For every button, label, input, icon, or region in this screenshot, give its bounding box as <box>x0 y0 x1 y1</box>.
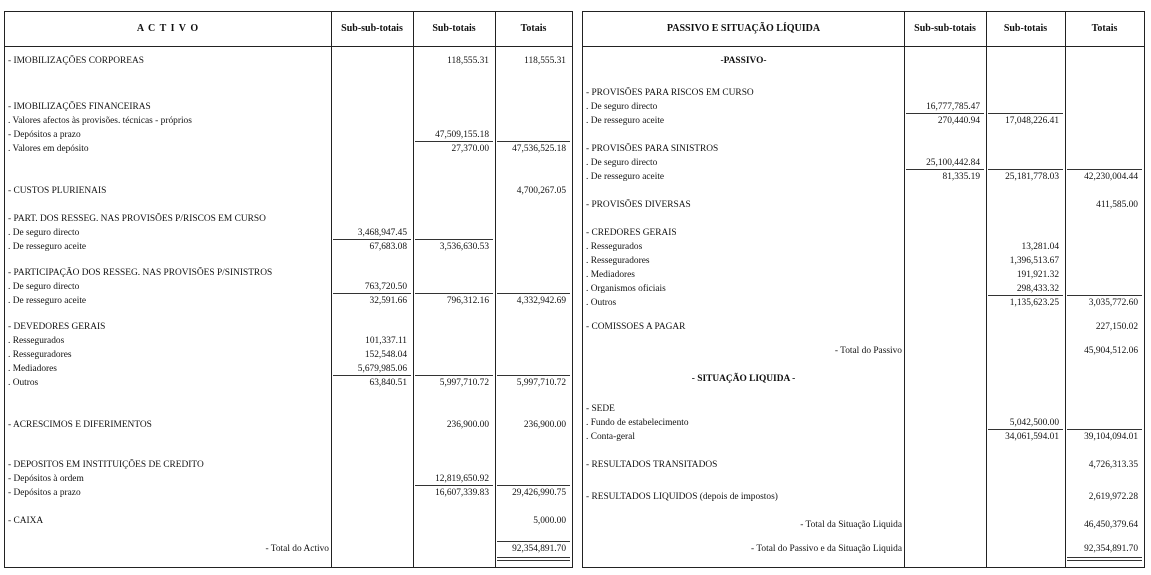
total-value: 227,150.02 <box>1095 322 1138 332</box>
total-rule <box>415 485 493 486</box>
total-value: 5,997,710.72 <box>516 378 566 388</box>
sub-sub-total-value: 25,100,442.84 <box>926 158 980 168</box>
table-row <box>583 320 1144 334</box>
row-label: . Resseguradores <box>8 350 72 360</box>
sub-total-value: 5,042,500.00 <box>1009 418 1059 428</box>
total-rule <box>497 141 570 142</box>
row-label: - DEVEDORES GERAIS <box>8 322 106 332</box>
sub-total-value: 1,135,623.25 <box>1009 298 1059 308</box>
total-rule <box>497 375 570 376</box>
row-label: - PART. DOS RESSEG. NAS PROVISÕES P/RISCOS EM CURSO <box>8 214 266 224</box>
total-value: 118,555.31 <box>524 56 566 66</box>
table-row <box>583 416 1144 430</box>
sub-sub-total-value: 270,440.94 <box>937 116 980 126</box>
total-value: 4,726,313.35 <box>1088 460 1138 470</box>
total-value: 4,332,942.69 <box>516 296 566 306</box>
total-value: 92,354,891.70 <box>1084 544 1138 554</box>
row-label: . Ressegurados <box>8 336 65 346</box>
col-sub-sub-totais: Sub-sub-totais <box>341 23 403 34</box>
row-label: - CREDORES GERAIS <box>586 228 677 238</box>
sub-sub-total-value: 67,683.08 <box>369 242 407 252</box>
row-label: - PARTICIPAÇÃO DOS RESSEG. NAS PROVISÕES P/SINISTROS <box>8 268 273 278</box>
sub-total-value: 13,281.04 <box>1021 242 1059 252</box>
table-row <box>5 54 572 68</box>
table-row <box>5 542 572 556</box>
total-value: 236,900.00 <box>523 420 566 430</box>
table-row <box>583 226 1144 240</box>
table-row <box>583 344 1144 358</box>
sub-total-value: 236,900.00 <box>446 420 489 430</box>
sub-total-value: 118,555.31 <box>447 56 489 66</box>
total-value: 29,426,990.75 <box>512 488 566 498</box>
table-row <box>5 212 572 226</box>
row-label: . De seguro directo <box>8 228 80 238</box>
total-value: 2,619,972.28 <box>1088 492 1138 502</box>
total-rule <box>415 375 493 376</box>
col-sub-totais: Sub-totais <box>1003 23 1048 34</box>
total-rule <box>1067 295 1142 296</box>
table-row <box>583 458 1144 472</box>
col-totais: Totais <box>520 23 547 34</box>
row-label: - Depósitos a prazo <box>8 130 81 140</box>
total-rule <box>497 293 570 294</box>
double-rule <box>497 557 570 558</box>
sub-total-value: 298,433.32 <box>1016 284 1059 294</box>
sub-total-value: 3,536,630.53 <box>439 242 489 252</box>
table-row <box>583 156 1144 170</box>
sub-sub-total-value: 32,591.66 <box>369 296 407 306</box>
row-label: . De resseguro aceite <box>8 242 87 252</box>
total-value: 3,035,772.60 <box>1088 298 1138 308</box>
row-label: . Organismos oficiais <box>586 284 666 294</box>
row-label: - Total do Passivo e da Situação Liquida <box>751 544 902 554</box>
row-label: . Valores em depósito <box>8 144 89 154</box>
row-label: - RESULTADOS TRANSITADOS <box>586 460 718 470</box>
row-label: . De resseguro aceite <box>586 172 665 182</box>
sub-sub-total-value: 16,777,785.47 <box>926 102 980 112</box>
total-rule <box>497 485 570 486</box>
activo-title: A C T I V O <box>136 23 200 34</box>
table-row <box>5 142 572 156</box>
sub-total-value: 47,509,155.18 <box>435 130 489 140</box>
table-row <box>5 226 572 240</box>
sub-total-value: 16,607,339.83 <box>435 488 489 498</box>
total-rule <box>415 293 493 294</box>
sub-total-value: 1,396,513.67 <box>1009 256 1059 266</box>
table-row <box>5 128 572 142</box>
table-row <box>583 296 1144 310</box>
total-rule <box>415 239 493 240</box>
table-row <box>5 114 572 128</box>
total-value: 39,104,094.01 <box>1084 432 1138 442</box>
total-rule <box>333 239 411 240</box>
total-value: 46,450,379.64 <box>1084 520 1138 530</box>
table-row <box>583 170 1144 184</box>
total-rule <box>415 141 493 142</box>
table-row <box>5 486 572 500</box>
table-row <box>583 282 1144 296</box>
table-row <box>5 376 572 390</box>
total-rule <box>333 375 411 376</box>
table-row <box>5 100 572 114</box>
sub-sub-total-value: 3,468,947.45 <box>357 228 407 238</box>
table-row <box>5 458 572 472</box>
row-label: . Outros <box>8 378 39 388</box>
row-label: . Resseguradores <box>586 256 650 266</box>
sub-total-value: 25,181,778.03 <box>1005 172 1059 182</box>
total-value: 4,700,267.05 <box>516 186 566 196</box>
table-row <box>583 402 1144 416</box>
row-label: . Outros <box>586 298 617 308</box>
row-label: . De seguro directo <box>586 102 658 112</box>
sub-sub-total-value: 81,335.19 <box>942 172 980 182</box>
row-label: - PROVISÕES PARA RISCOS EM CURSO <box>586 88 754 98</box>
table-row <box>583 430 1144 444</box>
table-row <box>583 372 1144 386</box>
row-label: - CAIXA <box>8 516 44 526</box>
total-rule <box>333 293 411 294</box>
passivo-header <box>583 12 1144 47</box>
row-label: . Ressegurados <box>586 242 643 252</box>
row-label: . Conta-geral <box>586 432 635 442</box>
total-value: 42,230,004.44 <box>1084 172 1138 182</box>
table-row <box>583 54 1144 68</box>
row-label: - IMOBILIZAÇÕES FINANCEIRAS <box>8 102 151 112</box>
row-label: . De resseguro aceite <box>8 296 87 306</box>
table-row <box>5 240 572 254</box>
table-row <box>5 348 572 362</box>
sub-total-value: 191,921.32 <box>1016 270 1059 280</box>
row-label: - COMISSOES A PAGAR <box>586 322 686 332</box>
double-rule <box>497 560 570 561</box>
total-value: 5,000.00 <box>533 516 566 526</box>
row-label: - Total do Activo <box>265 544 329 554</box>
table-row <box>583 268 1144 282</box>
row-label: - ACRESCIMOS E DIFERIMENTOS <box>8 420 152 430</box>
activo-header <box>5 12 572 47</box>
sub-total-value: 796,312.16 <box>446 296 489 306</box>
total-value: 45,904,512.06 <box>1084 346 1138 356</box>
table-row <box>5 320 572 334</box>
col-sub-totais: Sub-totais <box>432 23 476 34</box>
table-row <box>5 294 572 308</box>
row-label: - SITUAÇÃO LIQUIDA - <box>691 374 796 384</box>
sub-total-value: 17,048,226.41 <box>1005 116 1059 126</box>
row-label: - Depósitos à ordem <box>8 474 84 484</box>
table-row <box>583 100 1144 114</box>
sub-total-value: 5,997,710.72 <box>439 378 489 388</box>
row-label: - PROVISÕES DIVERSAS <box>586 200 691 210</box>
total-rule <box>906 169 984 170</box>
total-rule <box>988 113 1063 114</box>
sub-sub-total-value: 5,679,985.06 <box>357 364 407 374</box>
total-value: 92,354,891.70 <box>512 544 566 554</box>
row-label: - RESULTADOS LIQUIDOS (depois de impostos) <box>586 492 778 502</box>
row-label: - SEDE <box>586 404 615 414</box>
total-value: 411,585.00 <box>1096 200 1138 210</box>
total-value: 47,536,525.18 <box>512 144 566 154</box>
col-totais: Totais <box>1091 23 1118 34</box>
table-row <box>583 490 1144 504</box>
activo-table <box>4 11 573 568</box>
total-rule <box>1067 169 1142 170</box>
row-label: -PASSIVO- <box>720 56 767 66</box>
row-label: - DEPOSITOS EM INSTITUIÇÕES DE CREDITO <box>8 460 204 470</box>
sub-sub-total-value: 152,548.04 <box>364 350 407 360</box>
table-row <box>5 184 572 198</box>
row-label: - Depósitos a prazo <box>8 488 81 498</box>
table-row <box>583 254 1144 268</box>
row-label: . De seguro directo <box>8 282 80 292</box>
table-row <box>5 514 572 528</box>
row-label: . Fundo de estabelecimento <box>586 418 689 428</box>
total-rule <box>497 541 570 542</box>
table-row <box>5 472 572 486</box>
row-label: - Total da Situação Liquida <box>800 520 902 530</box>
row-label: - Total do Passivo <box>834 346 902 356</box>
row-label: . De resseguro aceite <box>586 116 665 126</box>
double-rule <box>1067 557 1142 558</box>
double-rule <box>1067 560 1142 561</box>
table-row <box>5 362 572 376</box>
row-label: . De seguro directo <box>586 158 658 168</box>
table-row <box>5 266 572 280</box>
sub-sub-total-value: 763,720.50 <box>364 282 407 292</box>
passivo-title: PASSIVO E SITUAÇÃO LÍQUIDA <box>666 23 821 34</box>
sub-total-value: 12,819,650.92 <box>435 474 489 484</box>
table-row <box>583 142 1144 156</box>
table-row <box>583 86 1144 100</box>
table-row <box>583 114 1144 128</box>
table-row <box>583 542 1144 556</box>
table-row <box>5 334 572 348</box>
table-row <box>583 198 1144 212</box>
total-rule <box>906 113 984 114</box>
row-label: . Mediadores <box>8 364 57 374</box>
table-row <box>583 518 1144 532</box>
row-label: - CUSTOS PLURIENAIS <box>8 186 107 196</box>
table-row <box>5 418 572 432</box>
sub-sub-total-value: 63,840.51 <box>369 378 407 388</box>
sub-total-value: 27,370.00 <box>451 144 489 154</box>
row-label: . Mediadores <box>586 270 635 280</box>
row-label: - PROVISÕES PARA SINISTROS <box>586 144 719 154</box>
total-rule <box>988 295 1063 296</box>
total-rule <box>988 429 1063 430</box>
col-sub-sub-totais: Sub-sub-totais <box>914 23 976 34</box>
sub-sub-total-value: 101,337.11 <box>365 336 407 346</box>
total-rule <box>988 169 1063 170</box>
total-rule <box>1067 429 1142 430</box>
row-label: - IMOBILIZAÇÕES CORPOREAS <box>8 56 144 66</box>
passivo-table <box>582 11 1145 568</box>
sub-total-value: 34,061,594.01 <box>1005 432 1059 442</box>
table-row <box>5 280 572 294</box>
row-label: . Valores afectos às provisões. técnicas - próprios <box>8 116 192 126</box>
table-row <box>583 240 1144 254</box>
